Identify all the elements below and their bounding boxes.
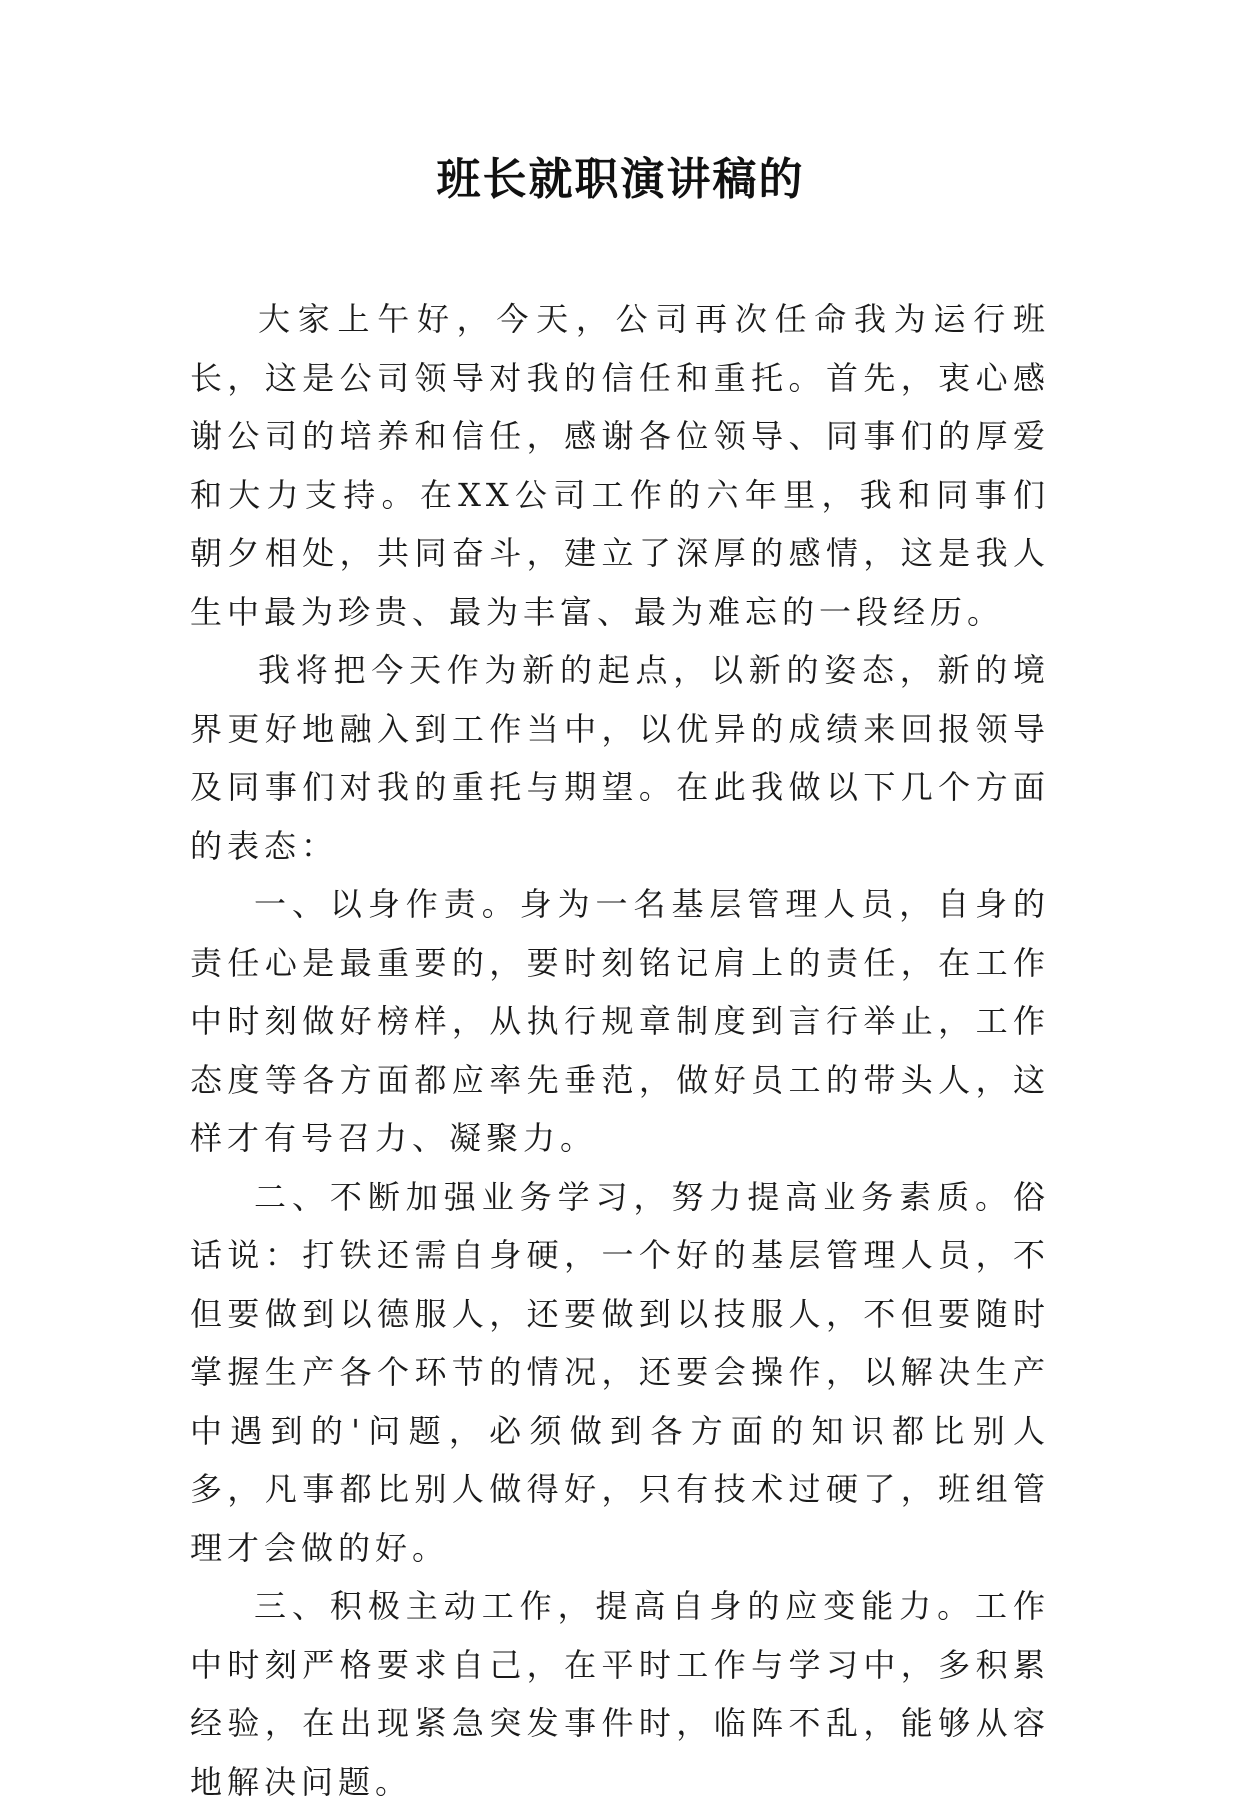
- paragraph-point-one: 一、以身作责。身为一名基层管理人员，自身的责任心是最重要的，要时刻铭记肩上的责任，在工作中时刻做好榜样，从执行规章制度到言行举止，工作态度等各方面都应率先垂范，做好员工的带头人，这样才有号召力、凝聚力。: [190, 885, 1050, 1157]
- paragraph-point-two: 二、不断加强业务学习，努力提高业务素质。俗话说：打铁还需自身硬，一个好的基层管理人员，不但要做到以德服人，还要做到以技服人，不但要随时掌握生产各个环节的情况，还要会操作，以解决生产中遇到的'问题，必须做到各方面的知识都比别人多，凡事都比别人做得好，只有技术过硬了，班组管理才会做的好。: [190, 1177, 1050, 1567]
- paragraph-greeting: 大家上午好，今天，公司再次任命我为运行班长，这是公司领导对我的信任和重托。首先，衷心感谢公司的培养和信任，感谢各位领导、同事们的厚爱和大力支持。在XX公司工作的六年里，我和同事们朝夕相处，共同奋斗，建立了深厚的感情，这是我人生中最为珍贵、最为丰富、最为难忘的一段经历。: [190, 300, 1050, 631]
- paragraph-point-three: 三、积极主动工作，提高自身的应变能力。工作中时刻严格要求自己，在平时工作与学习中，多积累经验，在出现紧急突发事件时，临阵不乱，能够从容地解决问题。: [190, 1587, 1050, 1801]
- document-title: 班长就职演讲稿的: [436, 154, 805, 205]
- document-body: [190, 290, 1050, 1811]
- paragraph-commitment: 我将把今天作为新的起点，以新的姿态，新的境界更好地融入到工作当中，以优异的成绩来回报领导及同事们对我的重托与期望。在此我做以下几个方面的表态：: [190, 651, 1050, 865]
